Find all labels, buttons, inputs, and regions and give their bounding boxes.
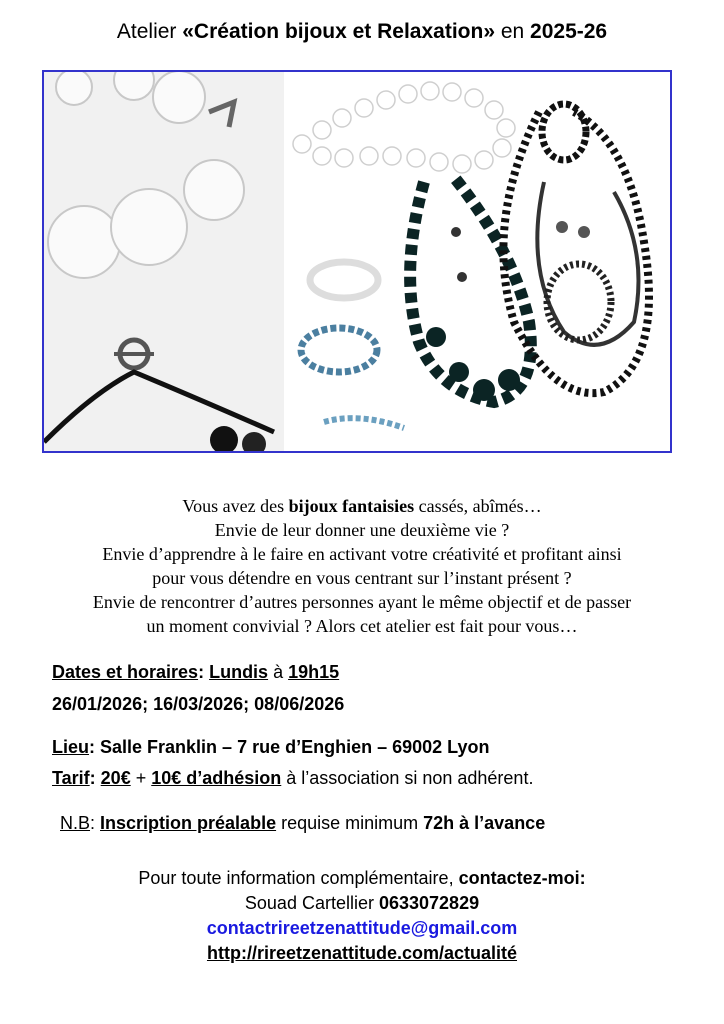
nb-line: N.B: Inscription préalable requise minimum 72h à l’avance: [60, 813, 546, 833]
contact-person: Souad Cartellier 0633072829: [244, 893, 480, 913]
contact-email-link[interactable]: contactrireetzenattitude@gmail.com: [206, 918, 518, 938]
dates-list: 26/01/2026; 16/03/2026; 08/06/2026: [52, 694, 345, 714]
lieu-line: Lieu: Salle Franklin – 7 rue d’Enghien – 69002 Lyon: [52, 737, 490, 757]
intro-line-5: Envie de rencontrer d’autres personnes ayant le même objectif et de passer: [92, 592, 632, 612]
contact-intro: Pour toute information complémentaire, contactez-moi:: [138, 868, 586, 888]
dates-line: Dates et horaires: Lundis à 19h15: [52, 662, 340, 682]
jewelry-photo: [42, 70, 672, 453]
website-link[interactable]: http://rireetzenattitude.com/actualité: [206, 943, 518, 963]
intro-text: [0, 494, 724, 638]
intro-line-3: Envie d’apprendre à le faire en activant votre créativité et profitant ainsi: [102, 544, 622, 564]
intro-line-4: pour vous détendre en vous centrant sur l’instant présent ?: [152, 568, 572, 588]
contact-block: [0, 866, 724, 966]
intro-line-1: Vous avez des bijoux fantaisies cassés, abîmés…: [182, 496, 542, 516]
intro-line-2: Envie de leur donner une deuxième vie ?: [214, 520, 510, 540]
page-title: Atelier «Création bijoux et Relaxation» en 2025-26: [116, 20, 608, 43]
tarif-line: Tarif: 20€ + 10€ d’adhésion à l’association si non adhérent.: [52, 768, 534, 788]
jewelry-illustration: [44, 72, 670, 451]
intro-line-6: un moment convivial ? Alors cet atelier est fait pour vous…: [146, 616, 578, 636]
